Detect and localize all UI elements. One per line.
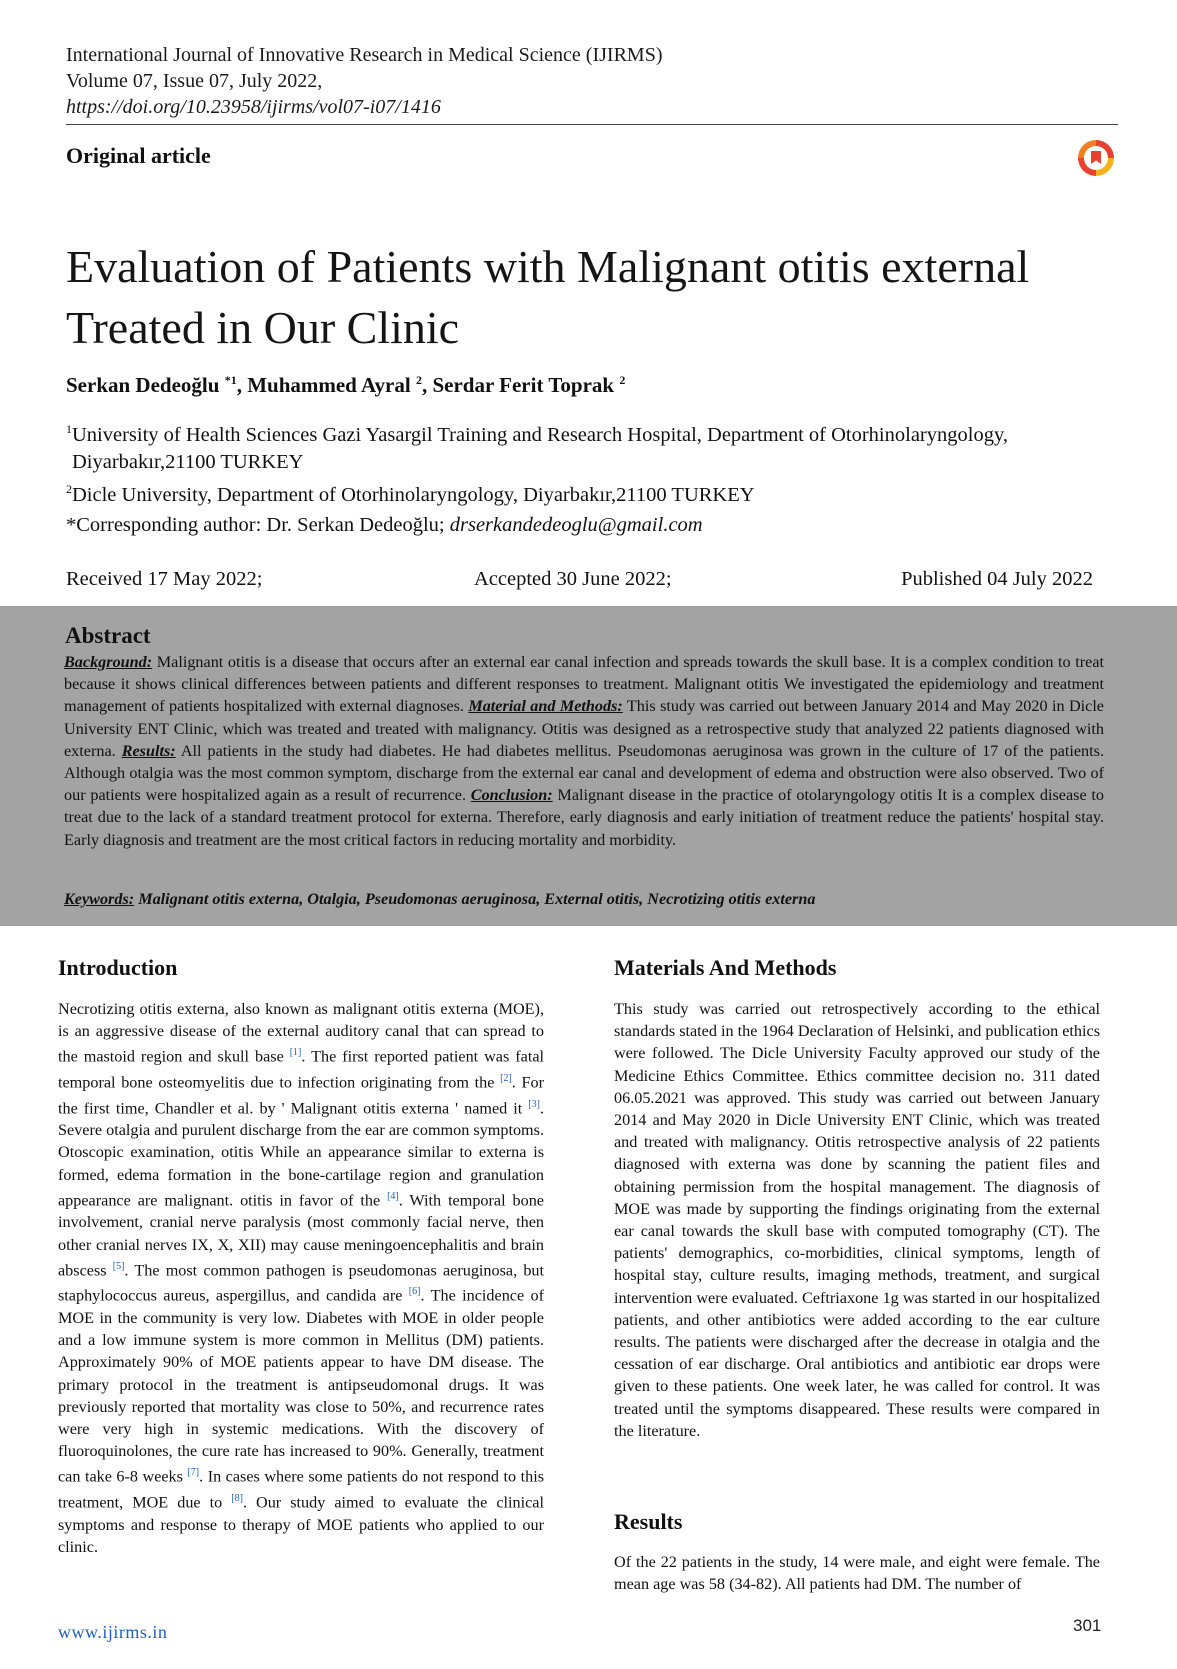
affiliation-1-line-2: Diyarbakır,21100 TURKEY — [72, 450, 304, 473]
intro-text-segment: . Severe otalgia and purulent discharge from the ear are common symptoms. Otoscopic examination, otitis While an appearance similar to externa is formed, edema formation in the bone-cartilage region and granulation appearance are malignant. otitis in favor of the — [58, 1098, 544, 1210]
citation-ref[interactable]: [2] — [500, 1073, 512, 1084]
footer-url[interactable]: www.ijirms.in — [58, 1622, 168, 1642]
methods-text: This study was carried out retrospectively according to the ethical standards stated in the 1964 Declaration of Helsinki, and publication ethics were followed. The Dicle University Faculty approved our study of the Medicine Ethics Committee. Ethics committee decision no. 311 dated 06.05.2021 was approved. This study was carried out between January 2014 and May 2020 in Dicle University ENT Clinic, which was treated and treated with malignancy. Otitis retrospective analysis of 22 patients diagnosed with externa was done by scanning the patient files and obtaining permission from the hospital management. The diagnosis of MOE was made by supporting the findings originating from the external ear canal towards the skull base with computed tomography (CT). The patients' demographics, co-morbidities, clinical symptoms, length of hospital stay, culture results, imaging methods, treatment, and surgical intervention were evaluated. Ceftriaxone 1g was started in our hospitalized patients, and other antibiotics were added according to the ear culture results. The patients were discharged after the decrease in otalgia and the cessation of ear discharge. Oral antibiotics and antibiotic ear drops were given to these patients. One week later, he was called for control. It was treated until the symptoms disappeared. These results were compared in the literature. — [614, 1000, 1100, 1440]
abstract-heading: Abstract — [65, 623, 151, 648]
abstract-text — [64, 651, 1104, 851]
article-title — [66, 236, 1126, 358]
author-sup: 2 — [415, 373, 422, 387]
keywords-label: Keywords: — [64, 890, 135, 908]
citation-ref[interactable]: [3] — [528, 1098, 540, 1110]
author-separator: , — [421, 373, 433, 397]
volume-issue: Volume 07, Issue 07, July 2022, — [66, 70, 323, 92]
affiliation-2: Dicle University, Department of Otorhinolaryngology, Diyarbakır,21100 TURKEY — [72, 483, 755, 506]
affiliation-sup: 2 — [66, 481, 72, 496]
article-dates — [66, 568, 1093, 596]
results-text: All patients in the study had diabetes. He had diabetes mellitus. Pseudomonas aeruginosa was grown in the culture of 17 of the patients. Although otalgia was the most common symptom, discharge from the external ear canal and development of edema and obstruction were also observed. Two of our patients were hospitalized again as a result of recurrence. — [64, 741, 1104, 805]
corresponding-label: *Corresponding author: Dr. Serkan Dedeoğlu; — [66, 514, 450, 536]
results-label: Results: — [121, 741, 176, 760]
methods-heading: Materials And Methods — [614, 955, 837, 980]
affiliations — [66, 416, 1126, 509]
citation-ref[interactable]: [5] — [112, 1260, 125, 1272]
citation-ref[interactable]: [4] — [387, 1190, 399, 1202]
title-line-2: Treated in Our Clinic — [66, 302, 460, 353]
published-date: Published 04 July 2022 — [901, 568, 1093, 590]
journal-name: International Journal of Innovative Research in Medical Science (IJIRMS) — [66, 44, 663, 66]
citation-ref[interactable]: [1] — [289, 1047, 302, 1059]
methods-text: This study was carried out between January 2014 and May 2020 in Dicle University ENT Clinic, which was treated and treated with malignancy. Otitis was designed as a retrospective study that analyzed 22 patients diagnosed with externa. — [64, 697, 1104, 760]
affiliation-1-line-1: University of Health Sciences Gazi Yasargil Training and Research Hospital, Department of Otorhinolaryngology, — [72, 423, 1008, 446]
author-name: Muhammed Ayral — [247, 373, 411, 397]
author-name: Serdar Ferit Toprak — [432, 373, 615, 397]
crossmark-bookmark-icon[interactable] — [1078, 140, 1114, 176]
background-label: Background: — [64, 653, 153, 671]
received-date: Received 17 May 2022; — [66, 568, 263, 590]
intro-text-segment: . Our study aimed to evaluate the clinical symptoms and response to therapy of MOE patients who applied to our clinic. — [58, 1493, 544, 1556]
accepted-date: Accepted 30 June 2022; — [474, 568, 672, 590]
article-type: Original article — [66, 143, 211, 168]
intro-text-segment: . The first reported patient was fatal temporal bone osteomyelitis due to infection originating from the — [58, 1047, 544, 1092]
introduction-text — [58, 998, 544, 1558]
journal-header — [66, 42, 662, 120]
corresponding-author — [66, 514, 703, 537]
author-sup: 2 — [619, 373, 626, 387]
header-divider — [66, 124, 1118, 125]
background-text: Malignant otitis is a disease that occurs after an external ear canal infection and spreads towards the skull base. It is a complex condition to treat because it shows clinical differences between patients and different responses to treatment. Malignant otitis We investigated the epidemiology and treatment management of patients hospitalized with external diagnoses. — [64, 653, 1104, 716]
affiliation-sup: 1 — [66, 422, 72, 436]
citation-ref[interactable]: [6] — [408, 1286, 421, 1298]
author-separator: , — [236, 373, 248, 397]
methods-label: Material and Methods: — [468, 697, 623, 716]
page-number: 301 — [1073, 1616, 1102, 1635]
keywords — [64, 890, 815, 909]
intro-text-segment: . The most common pathogen is pseudomonas aeruginosa, but staphylococcus aureus, aspergillus, and candida are — [58, 1261, 545, 1305]
introduction-heading: Introduction — [58, 955, 178, 980]
intro-text-segment: . In cases where some patients do not respond to this treatment, MOE due to — [58, 1467, 544, 1512]
keywords-text: Malignant otitis externa, Otalgia, Pseudomonas aeruginosa, External otitis, Necrotizing otitis externa — [134, 890, 816, 908]
doi-link[interactable]: https://doi.org/10.23958/ijirms/vol07-i07/1416 — [66, 96, 441, 118]
intro-text-segment: . With temporal bone involvement, cranial nerve paralysis (most commonly facial nerve, then other cranial nerves IX, X, XII) may cause meningoencephalitis and brain abscess — [58, 1191, 544, 1280]
corresponding-email[interactable]: drserkandedeoglu@gmail.com — [449, 514, 703, 536]
intro-text-segment: . For the first time, Chandler et al. by ' Malignant otitis externa ' named it — [58, 1073, 544, 1117]
citation-ref[interactable]: [8] — [231, 1493, 243, 1504]
author-sup: *1 — [224, 373, 237, 387]
results-heading: Results — [614, 1509, 683, 1534]
intro-text-segment: Necrotizing otitis externa, also known as malignant otitis externa (MOE), is an aggressive disease of the external auditory canal that can spread to the mastoid region and skull base — [58, 1000, 544, 1066]
intro-text-segment: . The incidence of MOE in the community is very low. Diabetes with MOE in older people and a low immune system is more common in Mellitus (DM) patients. Approximately 90% of MOE patients appear to have DM disease. The primary protocol in the treatment is antipseudomonal drugs. It was previously reported that mortality was close to 50%, and recurrence rates were very high in systemic medications. With the discovery of fluoroquinolones, the cure rate has increased to 90%. Generally, treatment can take 6-8 weeks — [58, 1286, 545, 1486]
conclusion-label: Conclusion: — [470, 786, 553, 805]
author-list — [66, 373, 625, 398]
author-name: Serkan Dedeoğlu — [66, 373, 220, 397]
citation-ref[interactable]: [7] — [187, 1467, 200, 1479]
title-line-1: Evaluation of Patients with Malignant otitis external — [66, 241, 1030, 292]
results-text: Of the 22 patients in the study, 14 were male, and eight were female. The mean age was 58 (34-82). All patients had DM. The number of — [614, 1553, 1100, 1594]
conclusion-text: Malignant disease in the practice of otolaryngology otitis It is a complex disease to treat due to the lack of a standard treatment protocol for externa. Therefore, early diagnosis and early initiation of treatment reduce the patients' hospital stay. Early diagnosis and treatment are the most critical factors in reducing mortality and morbidity. — [64, 786, 1104, 849]
